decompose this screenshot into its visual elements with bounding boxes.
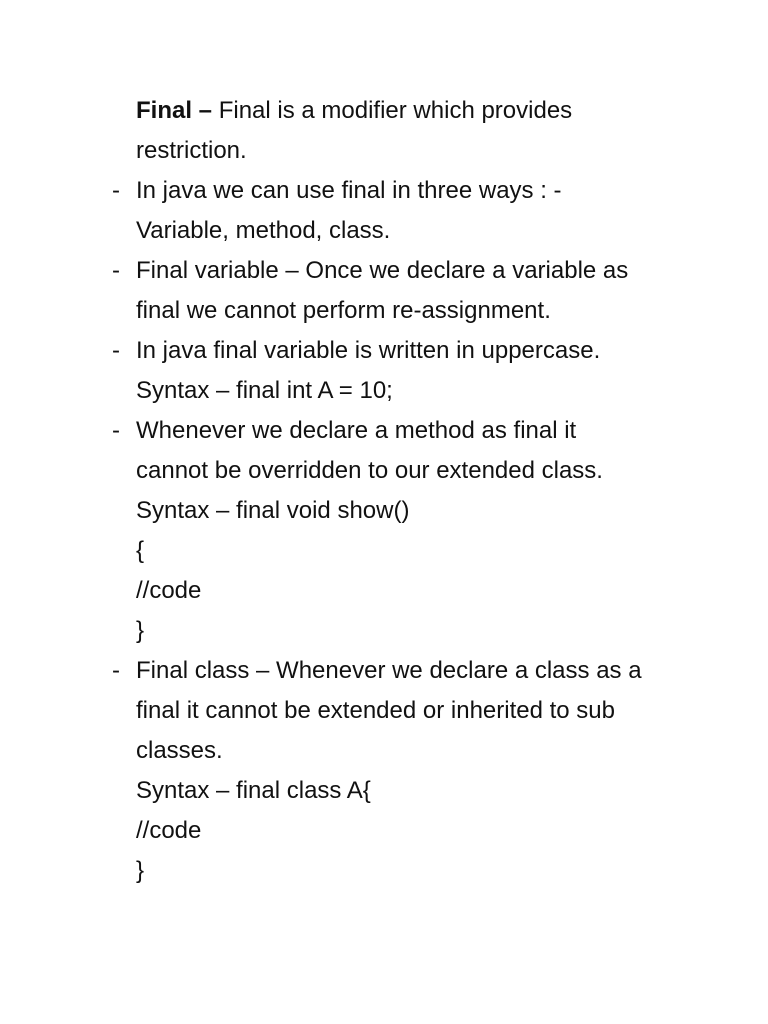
text-line: classes. (136, 737, 223, 764)
text-line: cannot be overridden to our extended class. (136, 457, 603, 484)
syntax-line: Syntax – final void show() (136, 497, 410, 524)
code-line: //code (136, 817, 202, 844)
bullet-line: In java we can use final in three ways : - (136, 177, 562, 204)
bullet-line: Final class – Whenever we declare a class as a (136, 657, 642, 684)
bullet-line: Whenever we declare a method as final it (136, 417, 577, 444)
bullet-line: Final variable – Once we declare a variable as (136, 257, 629, 284)
text-line: final it cannot be extended or inherited to sub (136, 697, 615, 724)
bullet-dash: - (112, 337, 120, 364)
text-line: restriction. (136, 137, 247, 164)
code-line: { (136, 537, 145, 564)
bullet-line: In java final variable is written in uppercase. (136, 337, 601, 364)
code-line: } (136, 617, 145, 644)
bullet-dash: - (112, 657, 120, 684)
syntax-line: Syntax – final int A = 10; (136, 377, 393, 404)
code-line: //code (136, 577, 202, 604)
bullet-dash: - (112, 417, 120, 444)
text-line: Variable, method, class. (136, 217, 391, 244)
heading-term: Final – (136, 97, 213, 124)
bullet-dash: - (112, 177, 120, 204)
syntax-line: Syntax – final class A{ (136, 777, 371, 804)
code-line: } (136, 857, 145, 884)
definition-text: Final is a modifier which provides (212, 97, 573, 124)
bullet-dash: - (112, 257, 120, 284)
definition-line (136, 97, 572, 125)
text-line: final we cannot perform re-assignment. (136, 297, 551, 324)
